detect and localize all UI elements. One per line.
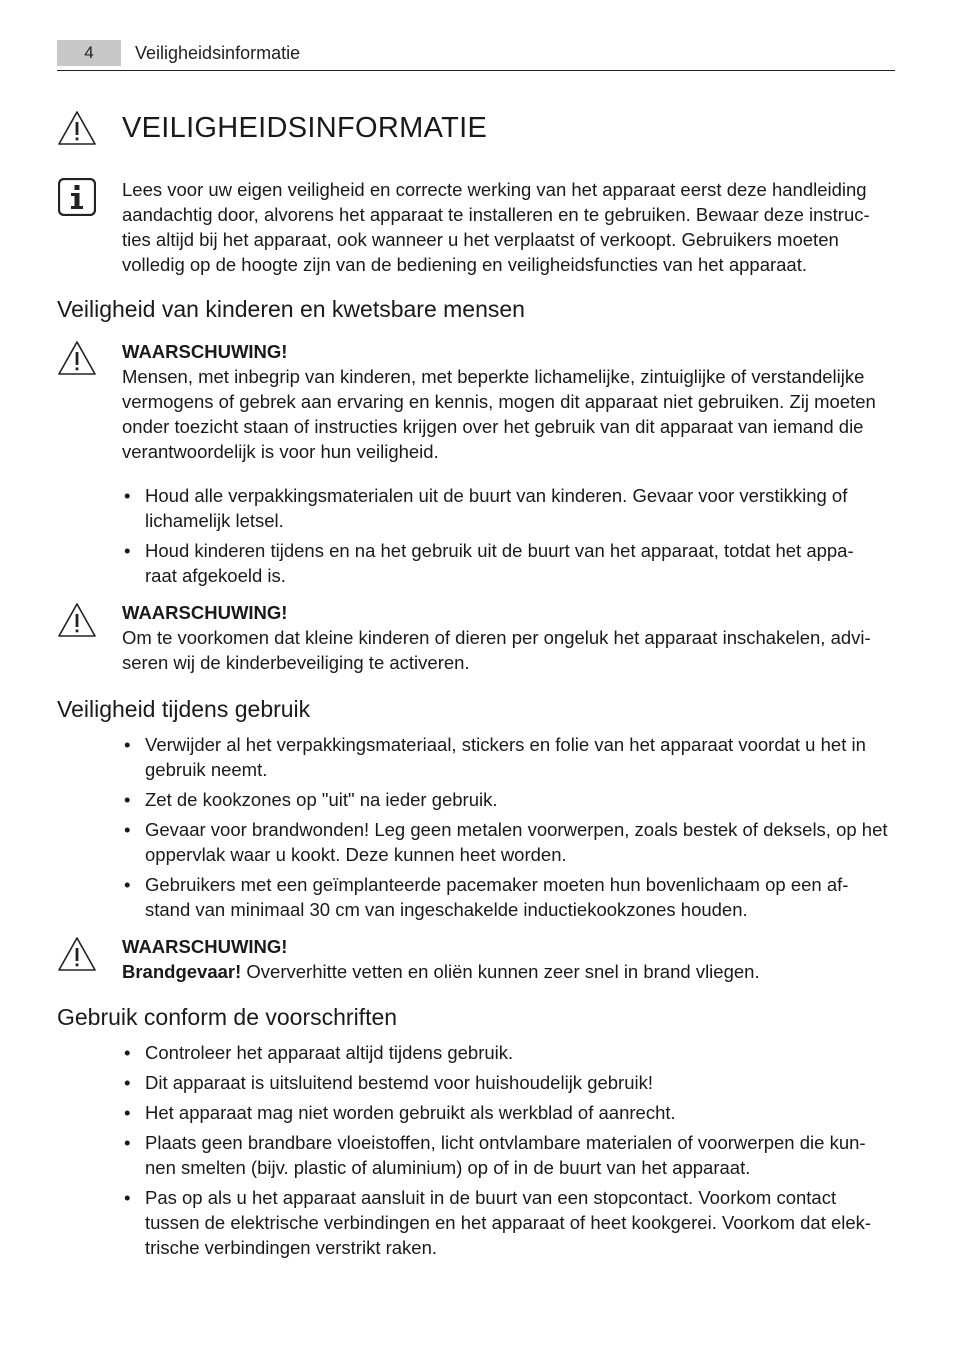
text-line bbox=[122, 959, 894, 984]
list-item bbox=[122, 1130, 894, 1180]
text-line: verantwoordelijk is voor hun veiligheid. bbox=[122, 441, 439, 462]
text-line: aandachtig door, alvorens het apparaat te installeren en te gebruiken. Bewaar deze instruc- bbox=[122, 204, 870, 225]
text-line: • Houd kinderen tijdens en na het gebruik uit de buurt van het apparaat, totdat het appa- bbox=[145, 540, 854, 561]
warning-block bbox=[122, 600, 894, 675]
text-line: ties altijd bij het apparaat, ook wanneer u het verplaatst of verkoopt. Gebruikers moeten bbox=[122, 229, 839, 250]
text-line: nen smelten (bijv. plastic of aluminium) op of in de buurt van het apparaat. bbox=[145, 1157, 751, 1178]
text-line: • Gevaar voor brandwonden! Leg geen metalen voorwerpen, zoals bestek of deksels, op het bbox=[145, 819, 888, 840]
warning-label: WAARSCHUWING! bbox=[122, 936, 288, 957]
text-line: oppervlak waar u kookt. Deze kunnen heet worden. bbox=[145, 844, 567, 865]
text-line: seren wij de kinderbeveiliging te activeren. bbox=[122, 652, 470, 673]
text-line: • Zet de kookzones op "uit" na ieder gebruik. bbox=[145, 789, 498, 810]
text-line: onder toezicht staan of instructies krijgen over het gebruik van dit apparaat van iemand die bbox=[122, 416, 864, 437]
bullet-list bbox=[122, 1040, 894, 1265]
page-number: 4 bbox=[57, 40, 121, 66]
text-line: gebruik neemt. bbox=[145, 759, 268, 780]
section-heading: Veiligheid van kinderen en kwetsbare mensen bbox=[57, 296, 525, 322]
list-item bbox=[122, 1100, 894, 1125]
text-line: trische verbindingen verstrikt raken. bbox=[145, 1237, 438, 1258]
section-heading: Gebruik conform de voorschriften bbox=[57, 1004, 398, 1030]
text-line: raat afgekoeld is. bbox=[145, 565, 286, 586]
page-title: VEILIGHEIDSINFORMATIE bbox=[122, 112, 488, 144]
text-line: • Dit apparaat is uitsluitend bestemd voor huishoudelijk gebruik! bbox=[145, 1072, 654, 1093]
intro-text bbox=[122, 177, 894, 277]
list-item bbox=[122, 1070, 894, 1095]
list-item bbox=[122, 787, 894, 812]
warning-triangle-icon bbox=[57, 110, 97, 148]
text-line: • Houd alle verpakkingsmaterialen uit de buurt van kinderen. Gevaar voor verstikking of bbox=[145, 485, 848, 506]
warning-emphasis: Brandgevaar! bbox=[122, 961, 242, 982]
text-line: Lees voor uw eigen veiligheid en correcte werking van het apparaat eerst deze handleiding bbox=[122, 179, 867, 200]
text-line: stand van minimaal 30 cm van ingeschakelde inductiekookzones houden. bbox=[145, 899, 748, 920]
bullet-list bbox=[122, 483, 894, 593]
warning-label: WAARSCHUWING! bbox=[122, 341, 288, 362]
list-item bbox=[122, 538, 894, 588]
warning-block bbox=[122, 934, 894, 984]
section-heading: Veiligheid tijdens gebruik bbox=[57, 696, 311, 722]
list-item bbox=[122, 732, 894, 782]
text-line: Om te voorkomen dat kleine kinderen of dieren per ongeluk het apparaat inschakelen, advi- bbox=[122, 627, 871, 648]
page-header bbox=[57, 40, 895, 71]
warning-block bbox=[122, 339, 894, 464]
list-item bbox=[122, 1040, 894, 1065]
list-item bbox=[122, 483, 894, 533]
warning-triangle-icon bbox=[57, 602, 97, 640]
text-line: • Controleer het apparaat altijd tijdens gebruik. bbox=[145, 1042, 514, 1063]
text-line: tussen de elektrische verbindingen en het apparaat of heet kookgerei. Voorkom dat elek- bbox=[145, 1212, 872, 1233]
text-line: • Plaats geen brandbare vloeistoffen, licht ontvlambare materialen of voorwerpen die kun- bbox=[145, 1132, 866, 1153]
bullet-list bbox=[122, 732, 894, 927]
warning-text: Oververhitte vetten en oliën kunnen zeer snel in brand vliegen. bbox=[241, 961, 760, 982]
list-item bbox=[122, 872, 894, 922]
text-line: • Het apparaat mag niet worden gebruikt als werkblad of aanrecht. bbox=[145, 1102, 676, 1123]
list-item bbox=[122, 1185, 894, 1260]
text-line: • Gebruikers met een geïmplanteerde pacemaker moeten hun bovenlichaam op een af- bbox=[145, 874, 849, 895]
warning-triangle-icon bbox=[57, 936, 97, 974]
text-line: Mensen, met inbegrip van kinderen, met beperkte lichamelijke, zintuiglijke of verstandelijke bbox=[122, 366, 865, 387]
warning-label: WAARSCHUWING! bbox=[122, 602, 288, 623]
text-line: volledig op de hoogte zijn van de bediening en veiligheidsfuncties van het apparaat. bbox=[122, 254, 807, 275]
list-item bbox=[122, 817, 894, 867]
info-icon bbox=[58, 178, 98, 216]
text-line: lichamelijk letsel. bbox=[145, 510, 284, 531]
warning-triangle-icon bbox=[57, 340, 97, 378]
text-line: • Pas op als u het apparaat aansluit in de buurt van een stopcontact. Voorkom contact bbox=[145, 1187, 837, 1208]
text-line: vermogens of gebrek aan ervaring en kennis, mogen dit apparaat niet gebruiken. Zij moeten bbox=[122, 391, 876, 412]
header-title: Veiligheidsinformatie bbox=[135, 43, 301, 63]
text-line: • Verwijder al het verpakkingsmateriaal, stickers en folie van het apparaat voordat u het in bbox=[145, 734, 866, 755]
